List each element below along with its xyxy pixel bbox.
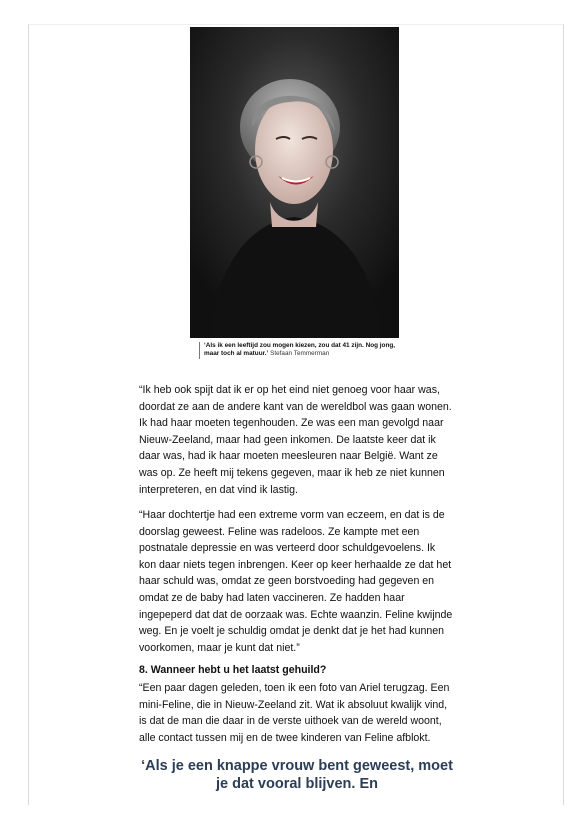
paragraph: “Haar dochtertje had een extreme vorm van eczeem, en dat is de doorslag geweest. Feline was radeloos. Ze kampte met een postnatale depressie en was verteerd door schuldgevoelens. Ik kon daar niets tegen inbrengen. Keer op keer herhaalde ze dat het haar schuld was, omdat ze geen borstvoeding had gegeven en omdat ze de baby had laten vaccineren. Ze hadden haar ingepeperd dat dat de oorzaak was. Echte waanzin. Feline kwijnde weg. En je voelt je schuldig omdat je denkt dat je het had kunnen voorkomen, maar je kunt dat niet.” xyxy=(139,509,453,654)
photo-credit: Stefaan Temmerman xyxy=(270,350,330,358)
caption-quote: ‘Als ik een leeftijd zou mogen kiezen, zou dat 41 zijn. Nog jong, maar toch al matuur.’ xyxy=(204,342,396,358)
paragraph: “Ik heb ook spijt dat ik er op het eind niet genoeg voor haar was, doordat ze aan de andere kant van de wereldbol was gaan wonen. Ik had haar moeten tegenhouden. Ze was een man gevolgd naar Nieuw-Zeeland, maar had geen inkomen. De laatste keer dat ik daar was, had ik haar moeten meesleuren naar België. Want ze was op. Ze heeft mij tekens gegeven, maar ik heb ze niet kunnen interpreteren, en dat vind ik lastig. xyxy=(139,384,452,496)
paragraph: “Een paar dagen geleden, toen ik een foto van Ariel terugzag. Een mini-Feline, die in Nieuw-Zeeland zit. Wat ik absoluut kwalijk vind, is dat de man die daar in de verste uithoek van de wereld woont, alle contact tussen mij en de twee kinderen van Feline afblokt. xyxy=(139,682,450,744)
photo-caption xyxy=(199,342,404,359)
question-heading: 8. Wanneer hebt u het laatst gehuild? xyxy=(139,664,327,676)
portrait-photo xyxy=(190,27,399,338)
pull-quote: ‘Als je een knappe vrouw bent geweest, moet je dat vooral blijven. En xyxy=(141,758,453,792)
